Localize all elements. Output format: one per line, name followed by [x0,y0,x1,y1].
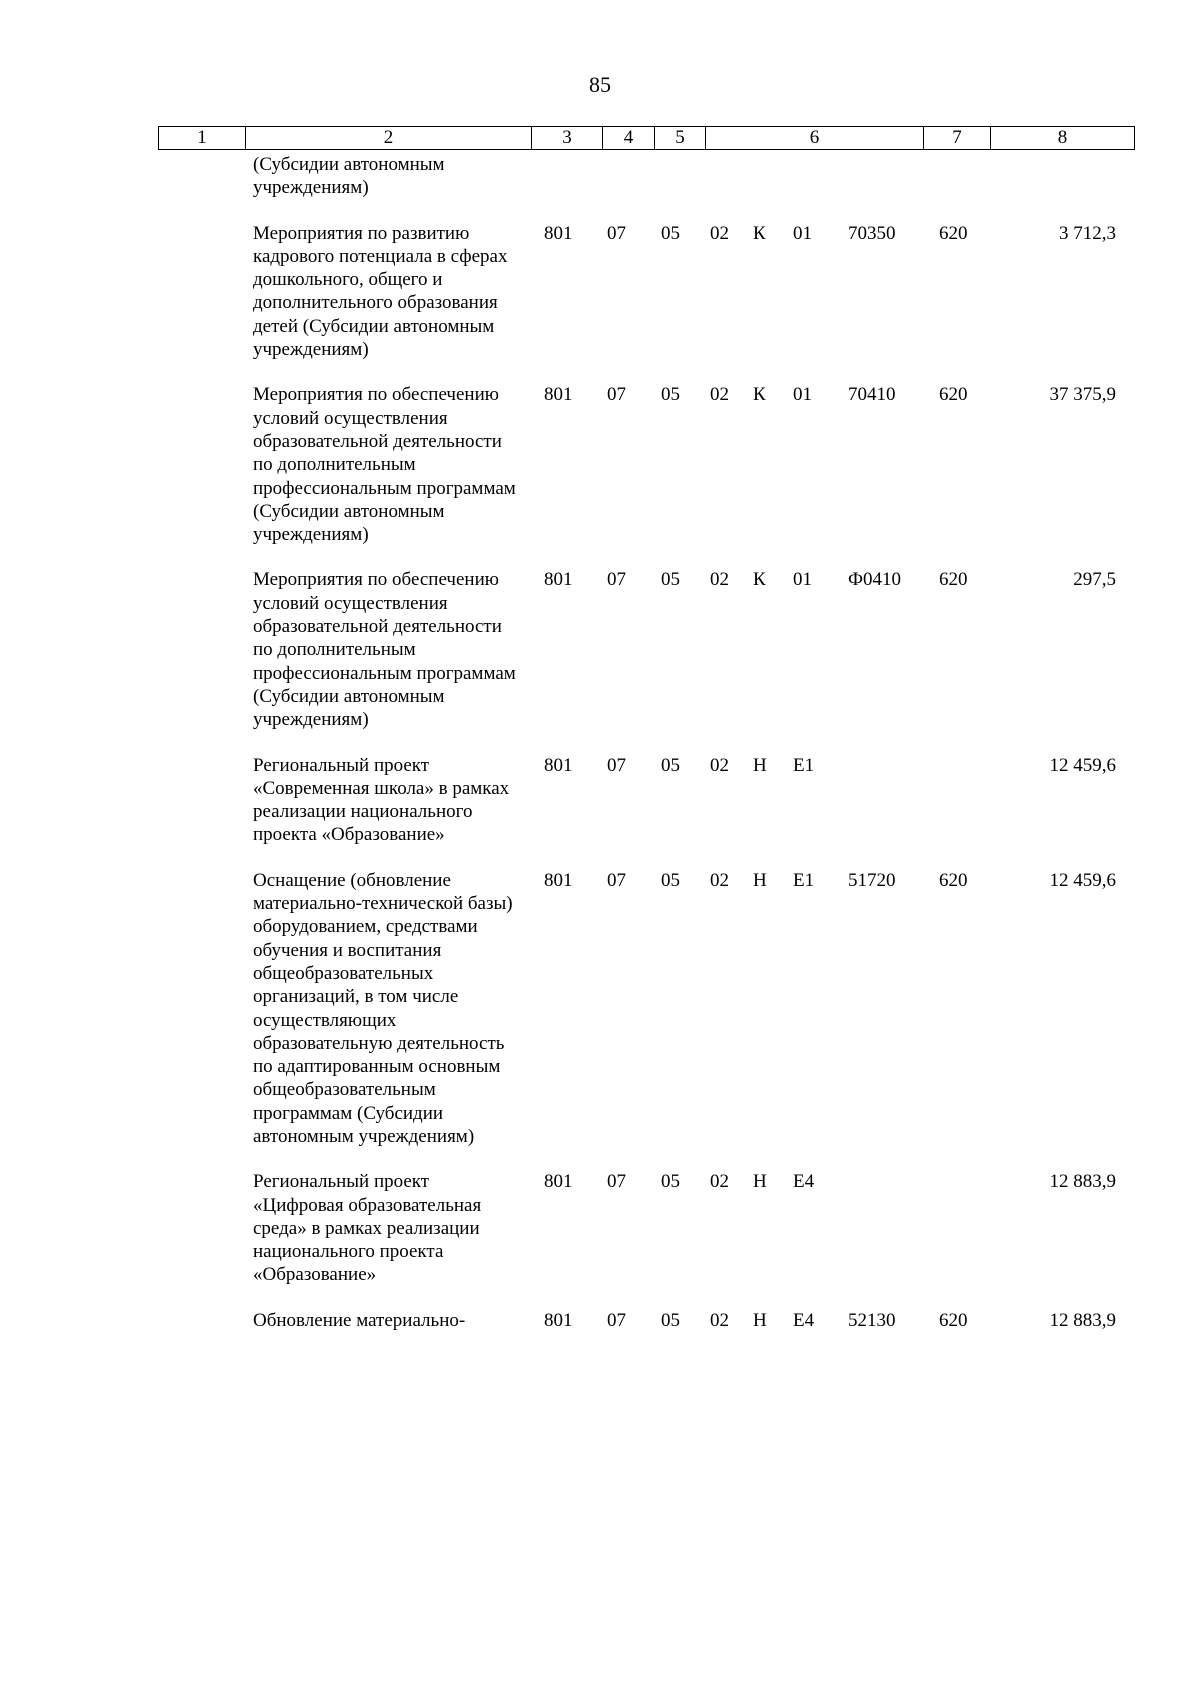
row-expense-type: 620 [939,869,968,891]
header-col-3: 3 [532,127,603,150]
row-ved-code: 801 [544,1309,573,1331]
table-row [0,222,1200,362]
row-amount: 297,5 [1073,569,1116,591]
row-target-code-event: Е1 [793,754,815,776]
row-amount: 12 883,9 [1049,1309,1116,1331]
row-ved-code: 801 [544,1171,573,1193]
row-subsection-code: 05 [661,754,680,776]
row-target-code-type: К [753,222,766,244]
row-name: Обновление материально- [253,1309,466,1331]
table-row [0,1309,1200,1332]
row-target-code-event: 01 [793,384,812,406]
header-col-1: 1 [159,127,246,150]
row-target-code-program: 02 [710,222,729,244]
row-amount: 3 712,3 [1059,222,1116,244]
row-target-code-type: Н [753,1309,767,1331]
row-section-code: 07 [607,1171,626,1193]
row-target-code-program: 02 [710,569,729,591]
row-target-code-program: 02 [710,869,729,891]
table-row [0,1170,1200,1286]
row-name: (Субсидии автономным учреждениям) [253,154,445,199]
header-col-2: 2 [246,127,532,150]
header-col-4: 4 [603,127,655,150]
row-target-code-type: К [753,569,766,591]
row-subsection-code: 05 [661,384,680,406]
row-ved-code: 801 [544,384,573,406]
row-section-code: 07 [607,384,626,406]
row-expense-type: 620 [939,384,968,406]
row-section-code: 07 [607,1309,626,1331]
row-expense-type: 620 [939,569,968,591]
row-name: Региональный проект «Современная школа» в рамках реализации национального проекта «Образование» [253,754,510,846]
row-target-code-event: Е4 [793,1309,815,1331]
header-col-6: 6 [706,127,924,150]
row-amount: 12 459,6 [1049,869,1116,891]
row-target-code-direction: 51720 [848,869,896,891]
row-section-code: 07 [607,754,626,776]
table-row [0,754,1200,847]
row-name: Региональный проект «Цифровая образовательная среда» в рамках реализации национального проекта «Образование» [253,1171,482,1286]
header-col-8: 8 [991,127,1135,150]
row-expense-type: 620 [939,1309,968,1331]
row-ved-code: 801 [544,569,573,591]
row-section-code: 07 [607,222,626,244]
row-target-code-event: 01 [793,222,812,244]
row-subsection-code: 05 [661,869,680,891]
row-target-code-type: Н [753,1171,767,1193]
row-section-code: 07 [607,869,626,891]
row-subsection-code: 05 [661,1171,680,1193]
header-col-7: 7 [924,127,991,150]
row-subsection-code: 05 [661,1309,680,1331]
row-name: Мероприятия по обеспечению условий осуществления образовательной деятельности по дополнительным профессиональным программам (Субсидии автономным учреждениям) [253,569,516,731]
row-subsection-code: 05 [661,569,680,591]
column-number-header [158,126,1135,150]
row-target-code-program: 02 [710,1171,729,1193]
row-subsection-code: 05 [661,222,680,244]
row-target-code-type: К [753,384,766,406]
row-amount: 12 883,9 [1049,1171,1116,1193]
table-row [0,153,1200,200]
row-ved-code: 801 [544,222,573,244]
row-name: Мероприятия по обеспечению условий осуществления образовательной деятельности по дополнительным профессиональным программам (Субсидии автономным учреждениям) [253,384,516,546]
row-target-code-type: Н [753,754,767,776]
row-target-code-type: Н [753,869,767,891]
row-target-code-program: 02 [710,384,729,406]
table-row [0,383,1200,546]
row-ved-code: 801 [544,754,573,776]
table-row [0,869,1200,1149]
row-target-code-direction: Ф0410 [848,569,902,591]
table-row [0,568,1200,731]
row-name: Мероприятия по развитию кадрового потенциала в сферах дошкольного, общего и дополнительного образования детей (Субсидии автономным учреждениям) [253,222,508,361]
row-target-code-event: Е1 [793,869,815,891]
row-ved-code: 801 [544,869,573,891]
row-amount: 37 375,9 [1049,384,1116,406]
row-target-code-direction: 52130 [848,1309,896,1331]
row-target-code-program: 02 [710,754,729,776]
header-col-5: 5 [655,127,706,150]
row-name: Оснащение (обновление материально-технической базы) оборудованием, средствами обучения и воспитания общеобразовательных организаций, в том числе осуществляющих образовательную деятельность по адаптированным основным общеобразовательным программам (Субсидии автономным учреждениям) [253,869,513,1147]
row-section-code: 07 [607,569,626,591]
row-expense-type: 620 [939,222,968,244]
row-amount: 12 459,6 [1049,754,1116,776]
row-target-code-direction: 70410 [848,384,896,406]
row-target-code-event: Е4 [793,1171,815,1193]
row-target-code-direction: 70350 [848,222,896,244]
budget-rows [0,153,1200,1354]
row-target-code-program: 02 [710,1309,729,1331]
page-number: 85 [589,72,611,97]
row-target-code-event: 01 [793,569,812,591]
